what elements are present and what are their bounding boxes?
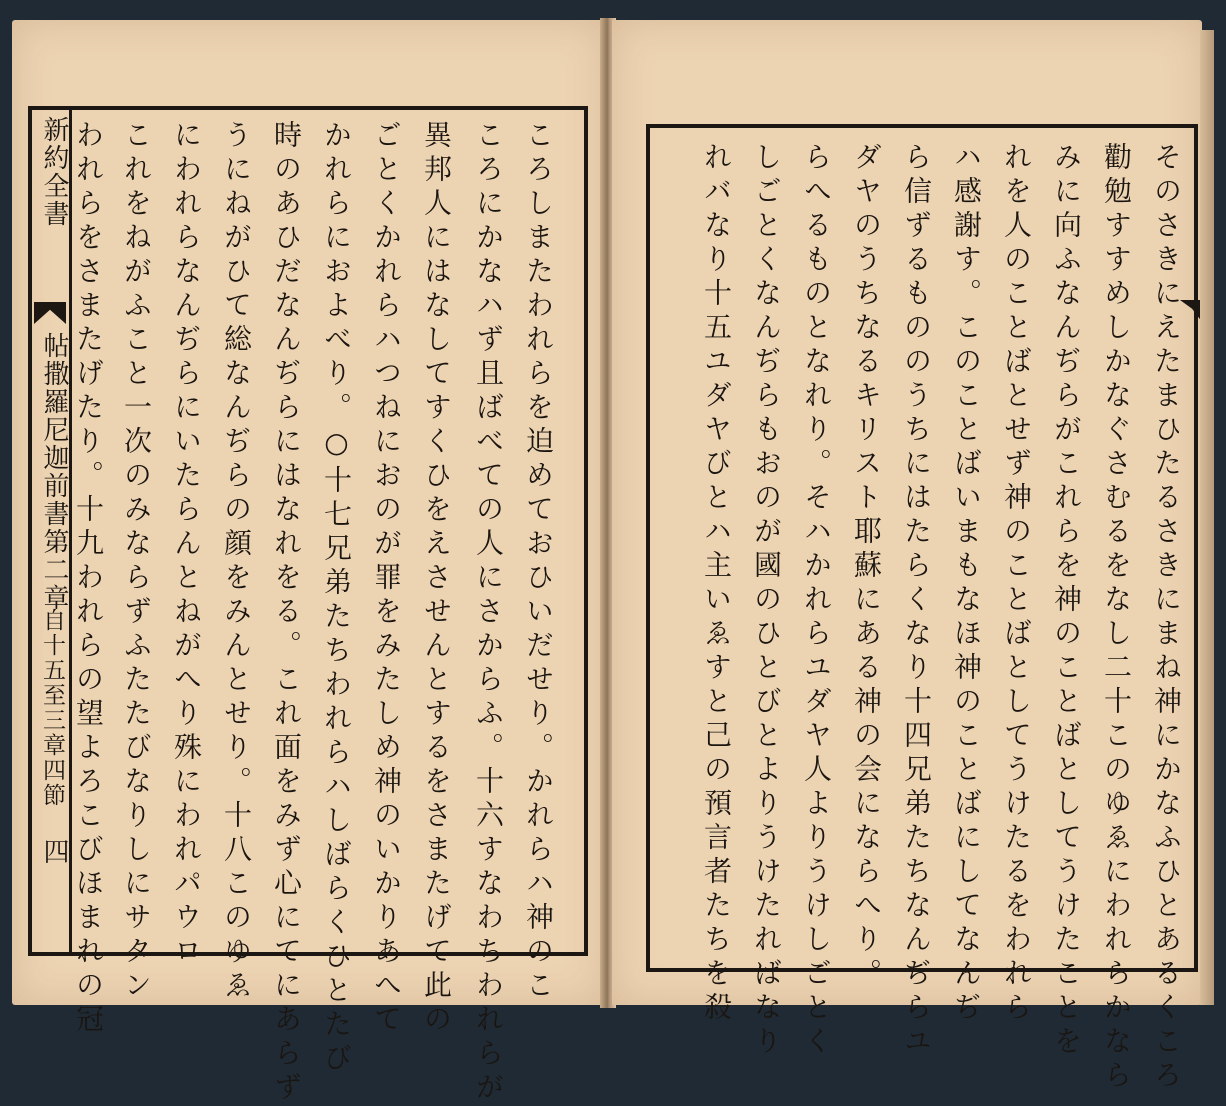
left-column-2: ころにかなハず且ばべての人にさからふ。十六すなわちわれらが [472, 120, 505, 1106]
left-column-9: これをねがふこと一次のみならずふたたびなりしにサタン [120, 120, 153, 1004]
left-column-10: われらをさまたげたり。十九われらの望よろこびほまれの冠 [72, 120, 105, 1038]
right-column-1: そのさきにえたまひたるさきにまね神にかなふひとあるくころ [1150, 142, 1183, 1094]
right-column-3: みに向ふなんぢらがこれらを神のことばとしてうけたことを [1050, 142, 1083, 1060]
book-title: 新約全書 [39, 116, 69, 228]
left-column-5: かれらにおよべり。○十七兄弟たちわれらハしばらくひとたび [320, 120, 353, 1077]
right-page [612, 20, 1202, 1094]
right-column-10: れバなり十五ユダヤびとハ主いゑすと己の預言者たちを殺 [700, 142, 733, 1026]
right-column-9: しごとくなんぢらもおのが國のひとびとよりうけたればなり [750, 142, 783, 1060]
left-column-6: 時のあひだなんぢらにはなれをる。これ面をみず心にてにあらず [270, 120, 303, 1106]
left-column-7: うにねがひて総なんぢらの顔をみんとせり。十八このゆゑ [220, 120, 253, 1004]
right-column-6: ら信ずるもののうちにはたらくなり十四兄弟たちなんぢらユ [900, 142, 933, 1060]
page-number: 四 [39, 838, 69, 866]
right-column-4: れを人のことばとせず神のことばとしてうけたるをわれら [1000, 142, 1033, 1026]
verse-range: 自十五至三章四節 [39, 608, 65, 808]
left-column-3: 異邦人にはなしてすくひをえさせんとするをさまたげて此の [420, 120, 453, 1038]
right-column-5: ハ感謝す。このことばいまもなほ神のことばにしてなんぢ [950, 142, 983, 1026]
chapter-heading: 帖撒羅尼迦前書第二章 [39, 332, 69, 612]
left-column-8: にわれらなんぢらにいたらんとねがへり殊にわれパウロ [170, 120, 203, 970]
left-column-1: ころしまたわれらを迫めておひいだせり。かれらハ神のこ [522, 120, 555, 1004]
left-column-4: ごとくかれらハつねにおのが罪をみたしめ神のいかりあへて [370, 120, 403, 1038]
right-column-2: 勸勉すすめしかなぐさむるをなし二十このゆゑにわれらかなら [1100, 142, 1133, 1094]
page-edges [1200, 30, 1214, 1005]
right-column-8: らへるものとなれり。そハかれらユダヤ人よりうけしごとく [800, 142, 833, 1060]
left-page [12, 20, 605, 1106]
right-column-7: ダヤのうちなるキリスト耶蘇にある神の会にならへり。 [850, 142, 883, 992]
